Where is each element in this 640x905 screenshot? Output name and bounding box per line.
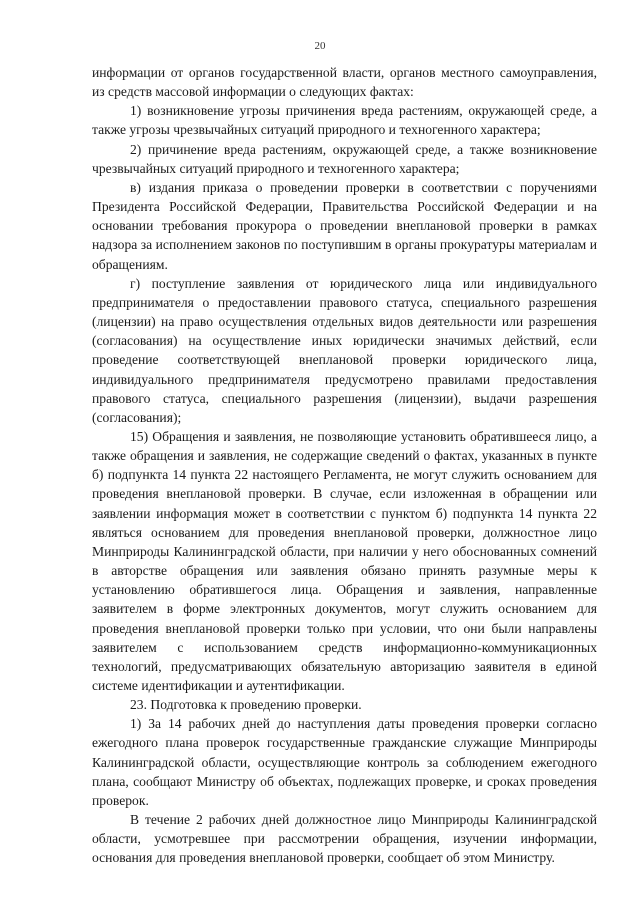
paragraph-item-15: 15) Обращения и заявления, не позволяющие установить обратившееся лицо, а также обращения и заявления, не содержащие сведений о фактах, указанных в пункте б) подпункта 14 пункта 22 настоящего Регламента, не могут служить основанием для проведения внеплановой проверки. В случае, если изложенная в обращении или заявлении информация может в соответствии с пунктом б) подпункта 14 пункта 22 являться основанием для проведения внеплановой проверки, должностное лицо Минприроды Калининградской области, при наличии у него обоснованных сомнений в авторстве обращения или заявления обязано принять разумные меры к установлению обратившегося лица. Обращения и заявления, направленные заявителем в форме электронных документов, могут служить основанием для проведения внеплановой проверки только при условии, что они были направлены заявителем с использованием средств информационно-коммуникационных технологий, предусматривающих обязательную авторизацию заявителя в единой системе идентификации и аутентификации. <box>92 428 597 693</box>
page-number: 20 <box>314 40 326 52</box>
paragraph-item-g: г) поступление заявления от юридического лица или индивидуального предпринимателя о предоставлении правового статуса, специального разрешения (лицензии) на право осуществления отдельных видов деятельности или разрешения (согласования) на осуществление иных юридически значимых действий, если проведение соответствующей внеплановой проверки юридического лица, индивидуального предпринимателя предусмотрено правилами предоставления правового статуса, специального разрешения (лицензии), выдачи разрешения (согласования); <box>92 275 597 425</box>
paragraph-item-1: 1) возникновение угрозы причинения вреда растениям, окружающей среде, а также угрозы чрезвычайных ситуаций природного и техногенного характера; <box>92 103 597 138</box>
paragraph-item-23-1: 1) За 14 рабочих дней до наступления даты проведения проверки согласно ежегодного плана проверок государственные гражданские служащие Минприроды Калининградской области, осуществляющие контроль за соблюдением ежегодного плана, сообщают Министру об объектах, подлежащих проверке, и сроках проведения проверок. <box>92 716 597 808</box>
paragraph-section-23: 23. Подготовка к проведению проверки. <box>130 697 362 713</box>
paragraph-intro: информации от органов государственной власти, органов местного самоуправления, из средств массовой информации о следующих фактах: <box>92 65 597 100</box>
paragraph-item-2: 2) причинение вреда растениям, окружающей среде, а также возникновение чрезвычайных ситуаций природного и техногенного характера; <box>92 141 597 176</box>
paragraph-item-v: в) издания приказа о проведении проверки в соответствии с поручениями Президента Российской Федерации, Правительства Российской Федерации и на основании требования прокурора о проведении внеплановой проверки в рамках надзора за исполнением законов по поступившим в органы прокуратуры материалам и обращениям. <box>92 179 597 272</box>
document-body <box>92 63 597 868</box>
paragraph-final: В течение 2 рабочих дней должностное лицо Минприроды Калининградской области, усмотревшее при рассмотрении обращения, изучении информации, основания для проведения внеплановой проверки, сообщает об этом Министру. <box>92 812 597 866</box>
